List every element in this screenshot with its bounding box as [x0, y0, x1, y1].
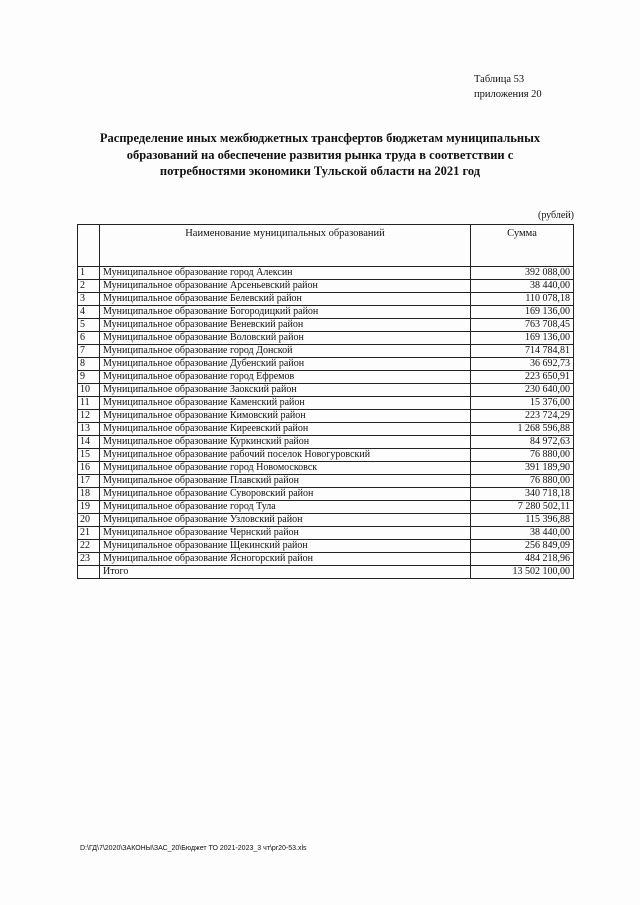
units-label: (рублей)	[537, 210, 574, 221]
table-row	[78, 423, 574, 436]
row-amount-cell: 7 280 502,11	[471, 501, 574, 514]
row-number-cell: 10	[78, 384, 100, 397]
row-number-cell: 14	[78, 436, 100, 449]
row-number-cell: 13	[78, 423, 100, 436]
table-row	[78, 514, 574, 527]
row-amount-cell: 714 784,81	[471, 345, 574, 358]
row-name-cell: Муниципальное образование Плавский район	[100, 475, 471, 488]
row-amount-cell: 256 849,09	[471, 540, 574, 553]
row-name-cell: Муниципальное образование Кимовский район	[100, 410, 471, 423]
row-amount-cell: 110 078,18	[471, 293, 574, 306]
table-row	[78, 293, 574, 306]
row-name-cell: Муниципальное образование город Донской	[100, 345, 471, 358]
row-number-cell: 5	[78, 319, 100, 332]
row-name-cell: Муниципальное образование Дубенский район	[100, 358, 471, 371]
row-amount-cell: 38 440,00	[471, 527, 574, 540]
table-row	[78, 436, 574, 449]
table-row	[78, 488, 574, 501]
row-amount-cell: 392 088,00	[471, 267, 574, 280]
row-amount-cell: 230 640,00	[471, 384, 574, 397]
row-number-cell: 16	[78, 462, 100, 475]
file-path-footer: D:\ГД\7\2020\ЗАКОНЫ\ЗАС_20\Бюджет ТО 2021-2023_3 чт\pr20-53.xls	[80, 845, 307, 852]
row-number-cell: 23	[78, 553, 100, 566]
table-row	[78, 371, 574, 384]
row-number-cell: 17	[78, 475, 100, 488]
row-name-cell: Муниципальное образование Каменский район	[100, 397, 471, 410]
table-row	[78, 384, 574, 397]
row-number-cell: 7	[78, 345, 100, 358]
row-name-cell: Муниципальное образование город Ефремов	[100, 371, 471, 384]
row-number-cell: 3	[78, 293, 100, 306]
table-row	[78, 397, 574, 410]
table-row	[78, 501, 574, 514]
row-number-cell: 20	[78, 514, 100, 527]
row-amount-cell: 484 218,96	[471, 553, 574, 566]
row-amount-cell: 340 718,18	[471, 488, 574, 501]
row-number-cell: 2	[78, 280, 100, 293]
row-amount-cell: 169 136,00	[471, 332, 574, 345]
row-number-cell: 6	[78, 332, 100, 345]
total-number-cell	[78, 566, 100, 579]
table-row	[78, 449, 574, 462]
row-amount-cell: 223 724,29	[471, 410, 574, 423]
row-name-cell: Муниципальное образование город Тула	[100, 501, 471, 514]
row-name-cell: Муниципальное образование Чернский район	[100, 527, 471, 540]
table-row	[78, 319, 574, 332]
row-name-cell: Муниципальное образование Ясногорский район	[100, 553, 471, 566]
row-amount-cell: 763 708,45	[471, 319, 574, 332]
row-name-cell: Муниципальное образование рабочий поселок Новогуровский	[100, 449, 471, 462]
table-row	[78, 267, 574, 280]
table-body	[78, 267, 574, 579]
document-title: Распределение иных межбюджетных трансфертов бюджетам муниципальных образований на обеспечение развития рынка труда в соответствии с потребностями экономики Тульской области на 2021 год	[99, 131, 541, 178]
row-number-cell: 22	[78, 540, 100, 553]
row-number-cell: 18	[78, 488, 100, 501]
row-amount-cell: 38 440,00	[471, 280, 574, 293]
row-name-cell: Муниципальное образование Веневский район	[100, 319, 471, 332]
row-amount-cell: 223 650,91	[471, 371, 574, 384]
header-number-cell	[78, 225, 100, 267]
total-label-cell: Итого	[100, 566, 471, 579]
distribution-table	[77, 224, 574, 579]
table-row	[78, 358, 574, 371]
row-name-cell: Муниципальное образование Куркинский район	[100, 436, 471, 449]
table-row	[78, 540, 574, 553]
row-amount-cell: 36 692,73	[471, 358, 574, 371]
row-amount-cell: 15 376,00	[471, 397, 574, 410]
total-amount-cell: 13 502 100,00	[471, 566, 574, 579]
row-name-cell: Муниципальное образование Арсеньевский район	[100, 280, 471, 293]
row-number-cell: 15	[78, 449, 100, 462]
row-amount-cell: 391 189,90	[471, 462, 574, 475]
row-name-cell: Муниципальное образование Белевский район	[100, 293, 471, 306]
row-number-cell: 11	[78, 397, 100, 410]
row-name-cell: Муниципальное образование город Новомосковск	[100, 462, 471, 475]
row-amount-cell: 84 972,63	[471, 436, 574, 449]
row-name-cell: Муниципальное образование Богородицкий район	[100, 306, 471, 319]
row-name-cell: Муниципальное образование Узловский район	[100, 514, 471, 527]
row-name-cell: Муниципальное образование город Алексин	[100, 267, 471, 280]
table-row	[78, 527, 574, 540]
row-name-cell: Муниципальное образование Воловский район	[100, 332, 471, 345]
row-amount-cell: 76 880,00	[471, 449, 574, 462]
row-name-cell: Муниципальное образование Щекинский район	[100, 540, 471, 553]
table-row	[78, 553, 574, 566]
table-row	[78, 410, 574, 423]
table-row	[78, 280, 574, 293]
row-number-cell: 19	[78, 501, 100, 514]
row-amount-cell: 1 268 596,88	[471, 423, 574, 436]
row-number-cell: 4	[78, 306, 100, 319]
row-number-cell: 1	[78, 267, 100, 280]
row-amount-cell: 115 396,88	[471, 514, 574, 527]
row-number-cell: 21	[78, 527, 100, 540]
row-amount-cell: 169 136,00	[471, 306, 574, 319]
total-row	[78, 566, 574, 579]
table-row	[78, 475, 574, 488]
row-number-cell: 9	[78, 371, 100, 384]
row-name-cell: Муниципальное образование Суворовский район	[100, 488, 471, 501]
header-amount-cell: Сумма	[471, 225, 574, 267]
table-row	[78, 345, 574, 358]
table-reference	[474, 72, 542, 102]
table-row	[78, 306, 574, 319]
row-number-cell: 8	[78, 358, 100, 371]
row-name-cell: Муниципальное образование Киреевский район	[100, 423, 471, 436]
table-row	[78, 462, 574, 475]
row-number-cell: 12	[78, 410, 100, 423]
row-name-cell: Муниципальное образование Заокский район	[100, 384, 471, 397]
row-amount-cell: 76 880,00	[471, 475, 574, 488]
header-name-cell: Наименование муниципальных образований	[100, 225, 471, 267]
table-row	[78, 332, 574, 345]
table-ref-appendix: приложения 20	[474, 89, 542, 100]
table-header-row	[78, 225, 574, 267]
table-ref-number: Таблица 53	[474, 74, 525, 85]
